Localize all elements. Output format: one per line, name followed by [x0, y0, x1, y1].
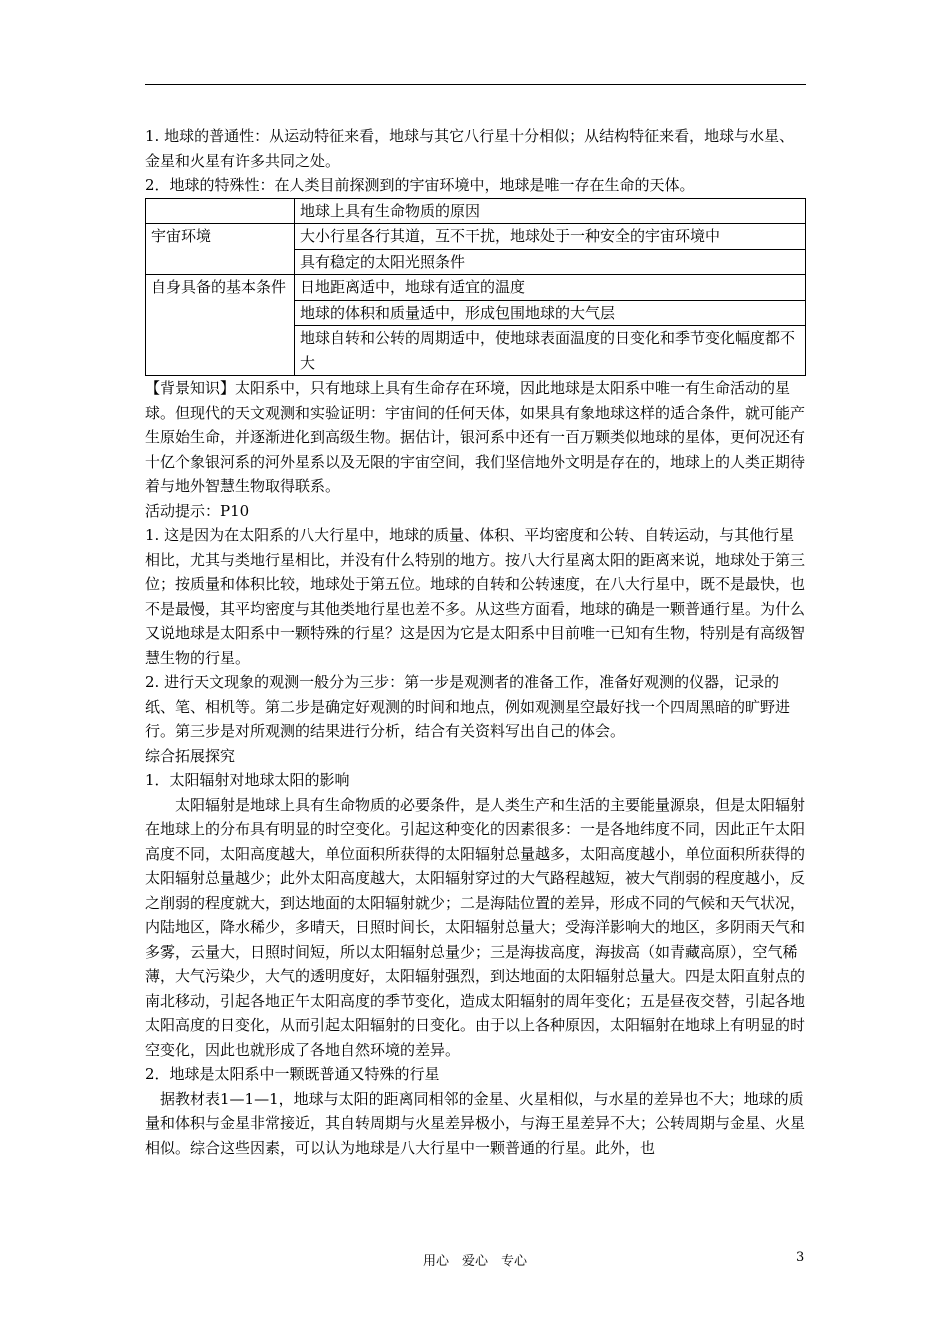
activity-hint-heading: 活动提示：P10	[145, 501, 250, 520]
table-row	[146, 224, 806, 250]
table-group-label-cosmic: 宇宙环境	[146, 224, 295, 275]
table-cell: 日地距离适中，地球有适宜的温度	[295, 275, 806, 301]
table-group-label-self: 自身具备的基本条件	[146, 275, 295, 376]
table-cell: 地球自转和公转的周期适中，使地球表面温度的日变化和季节变化幅度都不大	[295, 326, 806, 376]
table-row	[146, 275, 806, 301]
subheading-ordinary-special-planet: 2．地球是太阳系中一颗既普通又特殊的行星	[145, 1065, 440, 1083]
table-cell: 具有稳定的太阳光照条件	[295, 249, 806, 275]
paragraph-background-knowledge: 【背景知识】太阳系中，只有地球上具有生命存在环境，因此地球是太阳系中唯一有生命活动的星球。但现代的天文观测和实验证明：宇宙间的任何天体，如果具有象地球这样的适合条件，就可能产生原始生命，并逐渐进化到高级生物。据估计，银河系中还有一百万颗类似地球的星体，更何况还有十亿个象银河系的河外星系以及无限的宇宙空间，我们坚信地外文明是存在的，地球上的人类正期待着与地外智慧生物取得联系。	[145, 379, 806, 495]
table-cell-empty	[146, 198, 295, 224]
section-heading-extension: 综合拓展探究	[145, 746, 236, 765]
life-conditions-table	[145, 198, 806, 377]
footer-motto: 用心 爱心 专心	[422, 1254, 527, 1269]
document-body	[145, 124, 806, 1160]
paragraph-activity-2: 2. 进行天文现象的观测一般分为三步：第一步是观测者的准备工作，准备好观测的仪器，记录的纸、笔、相机等。第二步是确定好观测的时间和地点，例如观测星空最好找一个四周黑暗的旷野进行。第三步是对所观测的结果进行分析，结合有关资料写出自己的体会。	[145, 673, 791, 740]
header-rule	[145, 84, 806, 85]
paragraph-earth-ordinary: 1. 地球的普通性：从运动特征来看，地球与其它八行星十分相似；从结构特征来看，地球与水星、金星和火星有许多共同之处。	[145, 127, 795, 170]
paragraph-ordinary-special-planet: 据教材表1—1—1，地球与太阳的距离同相邻的金星、火星相似，与水星的差异也不大；地球的质量和体积与金星非常接近，其自转周期与火星差异极小，与海王星差异不大；公转周期与金星、火星相似。综合这些因素，可以认为地球是八大行星中一颗普通的行星。此外，也	[145, 1089, 806, 1157]
table-cell: 地球的体积和质量适中，形成包围地球的大气层	[295, 300, 806, 326]
paragraph-activity-1: 1. 这是因为在太阳系的八大行星中，地球的质量、体积、平均密度和公转、自转运动，与其他行星相比，尤其与类地行星相比，并没有什么特别的地方。按八大行星离太阳的距离来说，地球处于第三位；按质量和体积比较，地球处于第五位。地球的自转和公转速度，在八大行星中，既不是最快，也不是最慢，其平均密度与其他类地行星也差不多。从这些方面看，地球的确是一颗普通行星。为什么又说地球是太阳系中一颗特殊的行星？这是因为它是太阳系中目前唯一已知有生物，特别是有高级智慧生物的行星。	[145, 526, 806, 667]
subheading-solar-radiation: 1．太阳辐射对地球太阳的影响	[145, 771, 350, 789]
table-cell: 大小行星各行其道，互不干扰，地球处于一种安全的宇宙环境中	[295, 224, 806, 250]
paragraph-earth-special: 2．地球的特殊性：在人类目前探测到的宇宙环境中，地球是唯一存在生命的天体。	[145, 176, 695, 194]
paragraph-solar-radiation: 太阳辐射是地球上具有生命物质的必要条件，是人类生产和生活的主要能量源泉，但是太阳辐射在地球上的分布具有明显的时空变化。引起这种变化的因素很多：一是各地纬度不同，因此正午太阳高度不同，太阳高度越大，单位面积所获得的太阳辐射总量越多，太阳高度越小，单位面积所获得的太阳辐射总量越少；此外太阳高度越大，太阳辐射穿过的大气路程越短，被大气削弱的程度越小，反之削弱的程度就大，到达地面的太阳辐射就少；二是海陆位置的差异，形成不同的气候和天气状况，内陆地区，降水稀少，多晴天，日照时间长，太阳辐射总量大；受海洋影响大的地区，多阴雨天气和多雾，云量大，日照时间短，所以太阳辐射总量少；三是海拔高度，海拔高（如青藏高原），空气稀薄，大气污染少，大气的透明度好，太阳辐射强烈，到达地面的太阳辐射总量大。四是太阳直射点的南北移动，引起各地正午太阳高度的季节变化，造成太阳辐射的周年变化；五是昼夜交替，引起各地太阳高度的日变化，从而引起太阳辐射的日变化。由于以上各种原因，太阳辐射在地球上有明显的时空变化，因此也就形成了各地自然环境的差异。	[145, 795, 806, 1059]
page-number: 3	[796, 1250, 805, 1265]
table-header-cell: 地球上具有生命物质的原因	[295, 198, 806, 224]
table-row	[146, 198, 806, 224]
